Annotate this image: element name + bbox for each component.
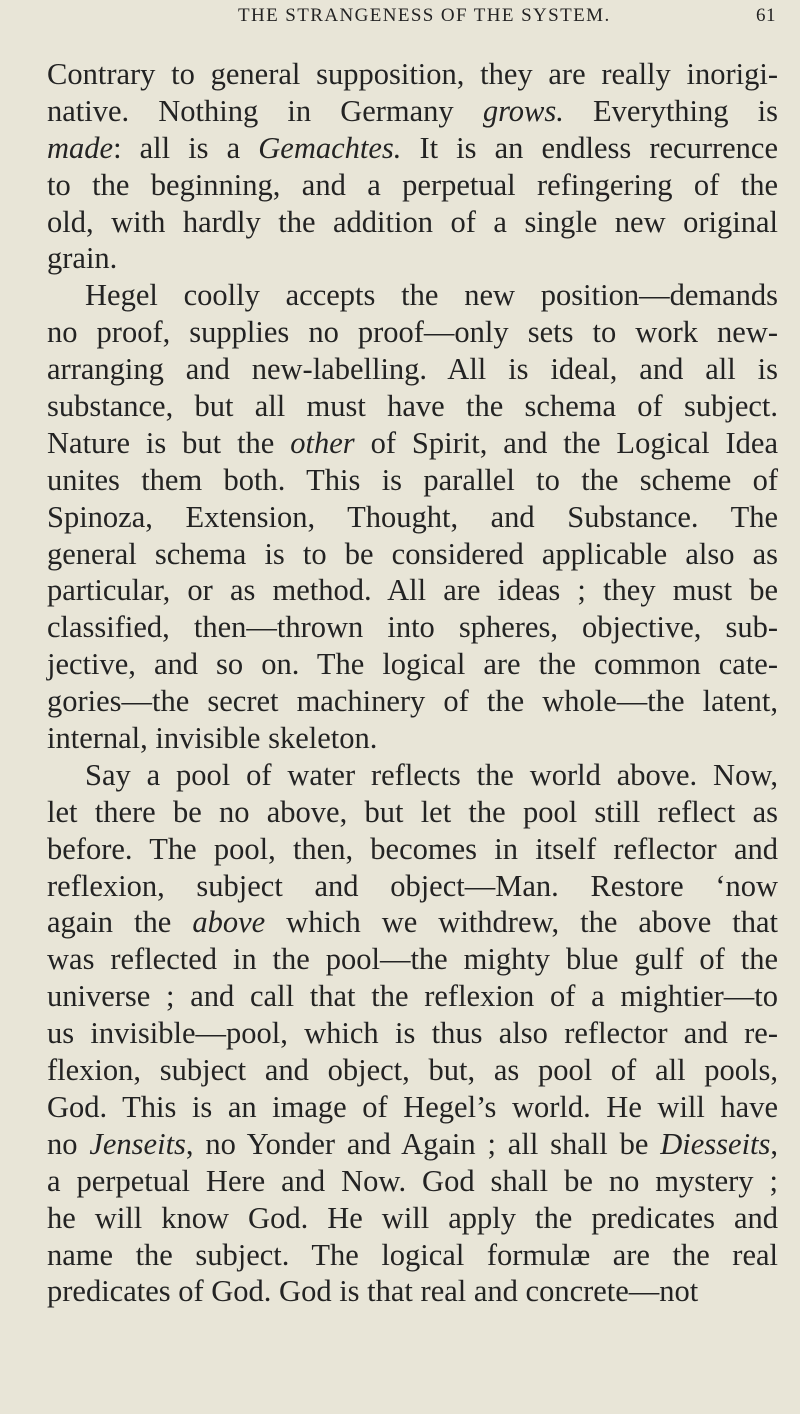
- text-line: [47, 1052, 778, 1089]
- text-line: [47, 462, 778, 499]
- body-text: [47, 56, 778, 1310]
- text-run: grain.: [47, 241, 118, 276]
- text-run: before. The pool, then, becomes in itself reflector and: [47, 831, 778, 866]
- text-line: [47, 904, 778, 941]
- text-run: Hegel coolly accepts the new position—demands: [85, 278, 778, 313]
- text-run: of Spirit, and the Logical Idea: [354, 425, 778, 460]
- italic-run: other: [290, 425, 355, 460]
- text-run: Nature is but the: [47, 425, 291, 460]
- text-line: [47, 720, 778, 757]
- text-run: Say a pool of water reflects the world above. Now,: [85, 757, 778, 792]
- text-run: a perpetual Here and Now. God shall be no mystery ;: [47, 1163, 778, 1198]
- text-line: [47, 609, 778, 646]
- text-line: [47, 1237, 778, 1274]
- text-line: [47, 1273, 778, 1310]
- text-run: God. This is an image of Hegel’s world. He will have: [47, 1089, 778, 1124]
- text-run: unites them both. This is parallel to the scheme of: [47, 462, 778, 497]
- paragraph: [47, 277, 778, 757]
- running-title: THE STRANGENESS OF THE SYSTEM.: [238, 5, 611, 26]
- italic-run: grows.: [482, 93, 564, 128]
- paragraph: [47, 757, 778, 1310]
- italic-run: Gemachtes.: [258, 130, 402, 165]
- text-line: [47, 941, 778, 978]
- text-run: which we withdrew, the above that: [265, 905, 779, 940]
- text-line: [47, 978, 778, 1015]
- text-run: general schema is to be considered applicable also as: [47, 536, 778, 571]
- text-line: [47, 277, 778, 314]
- text-run: let there be no above, but let the pool still reflect as: [47, 794, 778, 829]
- text-line: [47, 204, 778, 241]
- text-line: [47, 93, 778, 130]
- text-run: , no Yonder and Again ; all shall be: [185, 1126, 661, 1161]
- text-run: native. Nothing in Germany: [47, 93, 483, 128]
- text-run: ,: [770, 1126, 779, 1161]
- text-run: reflexion, subject and object—Man. Restore ‘now: [47, 868, 778, 903]
- text-run: us invisible—pool, which is thus also reflector and re-: [47, 1016, 778, 1051]
- text-line: [47, 388, 778, 425]
- text-run: no: [47, 1126, 90, 1161]
- italic-run: Jenseits: [89, 1126, 186, 1161]
- text-run: Spinoza, Extension, Thought, and Substance. The: [47, 499, 778, 534]
- text-line: [47, 130, 778, 167]
- text-line: [47, 868, 778, 905]
- text-line: [47, 1089, 778, 1126]
- text-run: universe ; and call that the reflexion of a mightier—to: [47, 979, 778, 1014]
- text-run: no proof, supplies no proof—only sets to work new-: [47, 315, 778, 350]
- text-run: internal, invisible skeleton.: [47, 721, 378, 756]
- italic-run: Diesseits: [660, 1126, 771, 1161]
- text-line: [47, 314, 778, 351]
- text-line: [47, 167, 778, 204]
- page-number: 61: [756, 5, 776, 26]
- text-run: classified, then—thrown into spheres, objective, sub-: [47, 610, 778, 645]
- text-run: name the subject. The logical formulæ are the real: [47, 1237, 778, 1272]
- text-line: [47, 1200, 778, 1237]
- text-line: [47, 425, 778, 462]
- text-line: [47, 794, 778, 831]
- text-line: [47, 536, 778, 573]
- text-line: [47, 1015, 778, 1052]
- text-line: [47, 1126, 778, 1163]
- text-line: [47, 56, 778, 93]
- text-run: flexion, subject and object, but, as pool of all pools,: [47, 1053, 778, 1088]
- text-run: was reflected in the pool—the mighty blue gulf of the: [47, 942, 778, 977]
- text-line: [47, 646, 778, 683]
- text-run: old, with hardly the addition of a single new original: [47, 204, 778, 239]
- text-run: he will know God. He will apply the predicates and: [47, 1200, 778, 1235]
- text-run: arranging and new-labelling. All is ideal, and all is: [47, 352, 778, 387]
- text-run: : all is a: [113, 130, 259, 165]
- text-run: gories—the secret machinery of the whole—the latent,: [47, 684, 778, 719]
- text-line: [47, 240, 778, 277]
- text-line: [47, 351, 778, 388]
- italic-run: made: [47, 130, 114, 165]
- text-line: [47, 831, 778, 868]
- text-run: Everything is: [563, 93, 778, 128]
- text-line: [47, 757, 778, 794]
- text-run: Contrary to general supposition, they are really inorigi-: [47, 57, 778, 91]
- text-run: It is an endless recurrence: [401, 130, 778, 165]
- text-line: [47, 1163, 778, 1200]
- text-line: [47, 499, 778, 536]
- text-run: particular, or as method. All are ideas ; they must be: [47, 573, 778, 608]
- text-run: jective, and so on. The logical are the common cate-: [47, 647, 778, 682]
- text-run: substance, but all must have the schema of subject.: [47, 389, 778, 424]
- paragraph: [47, 56, 778, 277]
- text-run: again the: [47, 905, 193, 940]
- running-head: [238, 2, 776, 30]
- text-line: [47, 572, 778, 609]
- text-line: [47, 683, 778, 720]
- text-run: predicates of God. God is that real and concrete—not: [47, 1274, 699, 1309]
- text-run: to the beginning, and a perpetual refingering of the: [47, 167, 778, 202]
- italic-run: above: [192, 905, 266, 940]
